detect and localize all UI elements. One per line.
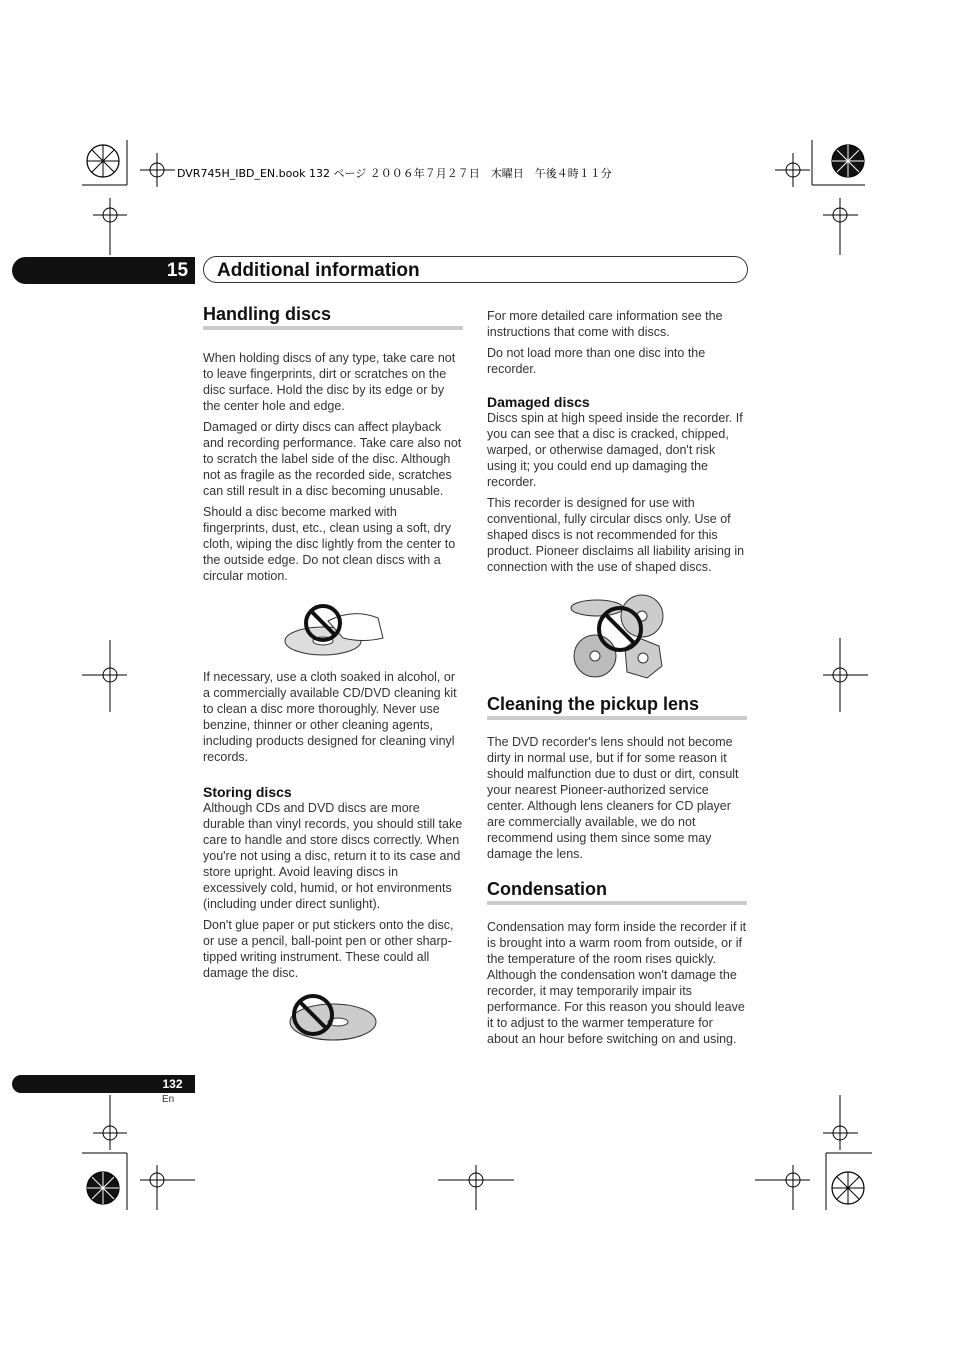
- disc-pen-prohibited-illustration: [203, 986, 463, 1046]
- paragraph: If necessary, use a cloth soaked in alcohol, or a commercially available CD/DVD cleaning kit to clean a disc more thoroughly. Never use benzine, thinner or other cleaning agents, including products designed for cleaning vinyl records.: [203, 670, 457, 764]
- left-column: [203, 306, 463, 1046]
- paragraph: Condensation may form inside the recorder if it is brought into a warm room from outside, or if the temperature of the room rises quickly. Although the condensation won't damage the recorder, it may temporarily impair its performance. For this reason you should leave it to adjust to the warmer temperature for about an hour before switching on and using.: [487, 920, 747, 1046]
- condensation-heading: Condensation: [487, 881, 747, 905]
- page-number: 132: [162, 1077, 183, 1091]
- wipe-circular-prohibited-illustration: [203, 589, 463, 669]
- paragraph: Discs spin at high speed inside the recorder. If you can see that a disc is cracked, chipped, warped, or otherwise damaged, don't risk using it; you could end up damaging the recorder.: [487, 411, 743, 489]
- right-column: [487, 308, 747, 1052]
- paragraph: Damaged or dirty discs can affect playback and recording performance. Take care also not to scratch the label side of the disc. Although not as fragile as the recorded side, scratches can still result in a disc becoming unusable.: [203, 420, 462, 498]
- storing-heading: Storing discs: [203, 784, 292, 800]
- paragraph: This recorder is designed for use with conventional, fully circular discs only. Use of shaped discs is not recommended for this product. Pioneer disclaims all liability arising in connection with the use of shaped discs.: [487, 496, 745, 574]
- damaged-heading: Damaged discs: [487, 394, 590, 410]
- paragraph: The DVD recorder's lens should not become dirty in normal use, but if for some reason it should malfunction due to dust or dirt, consult your nearest Pioneer-authorized service center. Although lens cleaners for CD player are commercially available, we do not recommend using them since some may damage the lens.: [487, 735, 739, 861]
- paragraph: For more detailed care information see the instructions that come with discs.: [487, 309, 723, 339]
- paragraph: Although CDs and DVD discs are more durable than vinyl records, you should still take care to handle and store discs correctly. When you're not using a disc, return it to its case and store upright. Avoid leaving discs in excessively cold, humid, or hot environments (including under direct sunlight).: [203, 801, 463, 911]
- paragraph: Don't glue paper or put stickers onto the disc, or use a pencil, ball-point pen or other sharp-tipped writing instrument. These could all damage the disc.: [203, 918, 454, 980]
- shaped-discs-prohibited-illustration: [487, 580, 747, 696]
- lens-heading: Cleaning the pickup lens: [487, 696, 747, 720]
- print-file-info: DVR745H_IBD_EN.book 132 ページ ２００６年７月２７日 木曜日 午後４時１１分: [177, 167, 612, 180]
- chapter-title: Additional information: [217, 260, 420, 281]
- chapter-number: 15: [166, 260, 189, 281]
- page-language: En: [162, 1094, 175, 1105]
- paragraph: Should a disc become marked with fingerprints, dust, etc., clean using a soft, dry cloth, wiping the disc lightly from the center to the outside edge. Do not clean discs with a circular motion.: [203, 505, 456, 583]
- paragraph: Do not load more than one disc into the recorder.: [487, 346, 706, 376]
- handling-heading: Handling discs: [203, 306, 463, 330]
- paragraph: When holding discs of any type, take care not to leave fingerprints, dirt or scratches on the disc surface. Hold the disc by its edge or by the center hole and edge.: [203, 351, 456, 413]
